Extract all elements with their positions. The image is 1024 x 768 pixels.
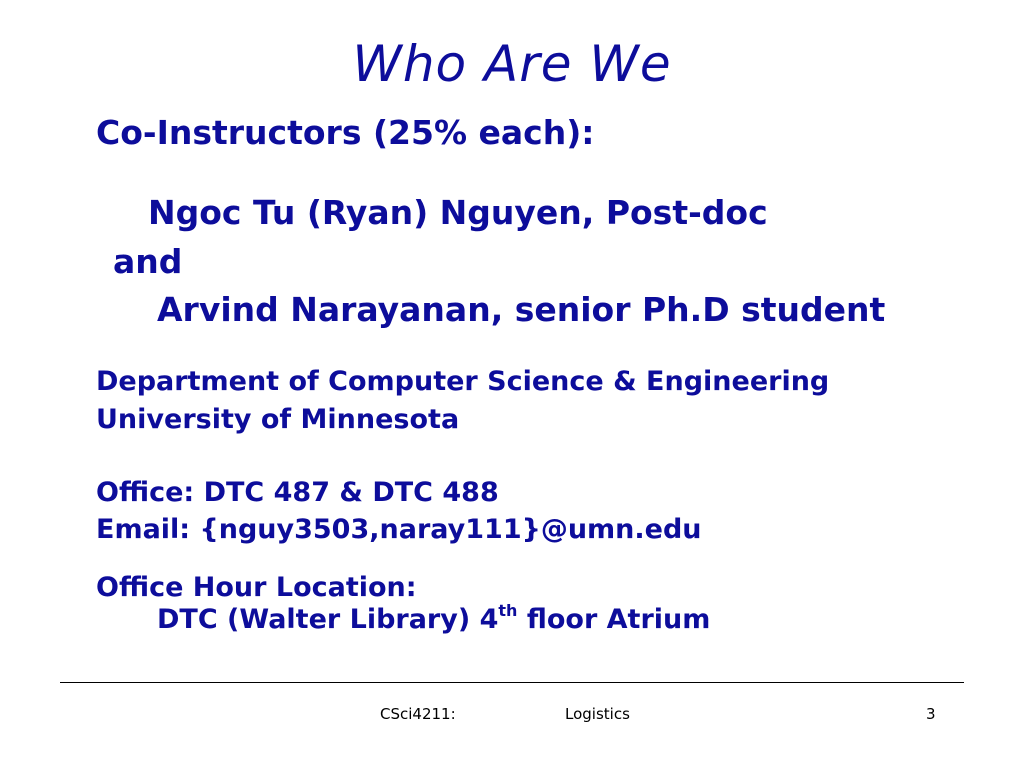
office-info: Office: DTC 487 & DTC 488	[96, 477, 499, 508]
office-hour-label: Office Hour Location:	[96, 572, 417, 603]
university: University of Minnesota	[96, 404, 460, 435]
slide-title: Who Are We	[352, 35, 672, 93]
office-hour-location-superscript: th	[498, 601, 518, 620]
conjunction-and: and	[113, 242, 183, 281]
footer-page-number: 3	[926, 705, 936, 723]
co-instructors-heading: Co-Instructors (25% each):	[96, 113, 595, 152]
instructor-1: Ngoc Tu (Ryan) Nguyen, Post-doc	[148, 193, 768, 232]
footer-course: CSci4211:	[380, 705, 456, 723]
footer-topic: Logistics	[565, 705, 630, 723]
office-hour-location-prefix: DTC (Walter Library) 4	[157, 604, 499, 635]
footer-divider	[60, 682, 964, 683]
email-info: Email: {nguy3503,naray111}@umn.edu	[96, 514, 702, 545]
office-hour-location-suffix: floor Atrium	[517, 604, 711, 635]
instructor-2: Arvind Narayanan, senior Ph.D student	[157, 290, 886, 329]
office-hour-location	[157, 601, 710, 636]
department: Department of Computer Science & Engineering	[96, 366, 830, 397]
